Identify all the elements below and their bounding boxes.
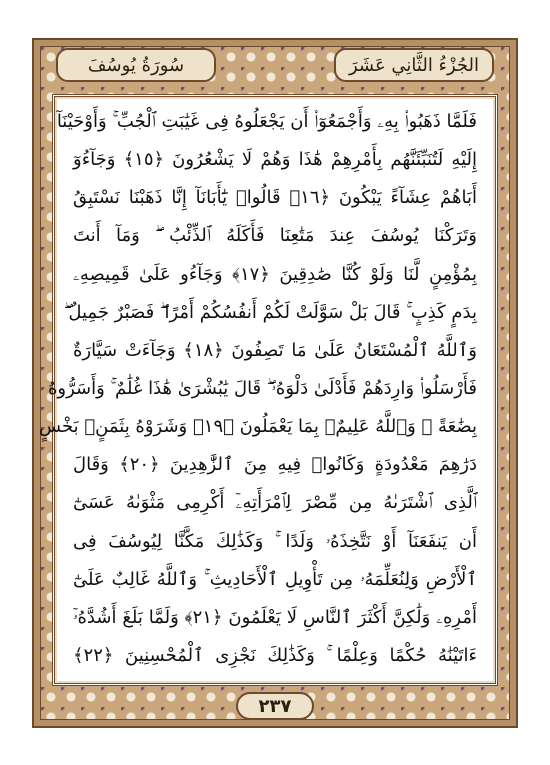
text-panel: [39, 94, 498, 686]
verse-text: [39, 107, 478, 671]
text-line: فَلَمَّا ذَهَبُوا۟ بِهِۦ وَأَجْمَعُوٓا۟ أَن يَجْعَلُوهُ فِى غَيَٰبَتِ ٱلْجُبِّ ۚ وَأَوْحَيْنَآ: [56, 111, 477, 132]
text-line: إِلَيْهِ لَتُنَبِّئَنَّهُم بِأَمْرِهِمْ هَٰذَا وَهُمْ لَا يَشْعُرُونَ ﴿١٥﴾ وَجَآءُوٓ: [73, 149, 478, 171]
text-line: بِدَمٍ كَذِبٍ ۚ قَالَ بَلْ سَوَّلَتْ لَكُمْ أَنفُسُكُمْ أَمْرًا ۖ فَصَبْرٌ جَمِيلٌ ۖ: [63, 301, 477, 323]
text-line: بِمُؤْمِنٍ لَّنَا وَلَوْ كُنَّا صَٰدِقِينَ ﴿١٧﴾ وَجَآءُو عَلَىٰ قَمِيصِهِۦ: [73, 263, 478, 285]
text-line: دَرَٰهِمَ مَعْدُودَةٍ وَكَانُوا۟ فِيهِ مِنَ ٱلزَّٰهِدِينَ ﴿٢٠﴾ وَقَالَ: [73, 454, 477, 476]
text-line: بِضَٰعَةً ۚ وَٱللَّهُ عَلِيمٌۢ بِمَا يَعْمَلُونَ ﴿١٩﴾ وَشَرَوْهُ بِثَمَنٍۭ بَخْسٍ: [39, 416, 477, 438]
surah-name-label: سُورَةُ يُوسُفَ: [56, 48, 216, 82]
text-line: ٱلْأَرْضِ وَلِنُعَلِّمَهُۥ مِن تَأْوِيلِ ٱلْأَحَادِيثِ ۚ وَٱللَّهُ غَالِبٌ عَلَىٰٓ: [73, 568, 477, 590]
text-line: أَن يَنفَعَنَآ أَوْ نَتَّخِذَهُۥ وَلَدًا ۚ وَكَذَٰلِكَ مَكَّنَّا لِيُوسُفَ فِى: [73, 530, 477, 552]
text-line: وَتَرَكْنَا يُوسُفَ عِندَ مَتَٰعِنَا فَأَكَلَهُ ٱلذِّئْبُ ۖ وَمَآ أَنتَ: [73, 225, 477, 247]
page-frame: [32, 38, 518, 728]
text-line: وَٱللَّهُ ٱلْمُسْتَعَانُ عَلَىٰ مَا تَصِفُونَ ﴿١٨﴾ وَجَآءَتْ سَيَّارَةٌ: [73, 339, 477, 361]
page-header: [56, 48, 494, 82]
juz-label: الجُزْءُ الثَّانِي عَشَرَ: [334, 48, 494, 82]
text-line: أَمْرِهِۦ وَلَٰكِنَّ أَكْثَرَ ٱلنَّاسِ لَا يَعْلَمُونَ ﴿٢١﴾ وَلَمَّا بَلَغَ أَشُدَّهُۥٓ: [73, 606, 477, 628]
text-line: فَأَرْسَلُوا۟ وَارِدَهُمْ فَأَدْلَىٰ دَلْوَهُۥ ۖ قَالَ يَٰبُشْرَىٰ هَٰذَا غُلَٰمٌ ۚ وَأَسَرُّوهُ: [47, 377, 477, 399]
text-line: أَبَاهُمْ عِشَآءً يَبْكُونَ ﴿١٦﴾ قَالُوا۟ يَٰٓأَبَانَآ إِنَّا ذَهَبْنَا نَسْتَبِقُ: [73, 187, 477, 209]
text-line: ٱلَّذِى ٱشْتَرَىٰهُ مِن مِّصْرَ لِٱمْرَأَتِهِۦٓ أَكْرِمِى مَثْوَىٰهُ عَسَىٰٓ: [73, 492, 477, 514]
page-number: ٢٣٧: [236, 692, 314, 720]
text-line: ءَاتَيْنَٰهُ حُكْمًا وَعِلْمًا ۚ وَكَذَٰلِكَ نَجْزِى ٱلْمُحْسِنِينَ ﴿٢٢﴾: [73, 644, 477, 666]
